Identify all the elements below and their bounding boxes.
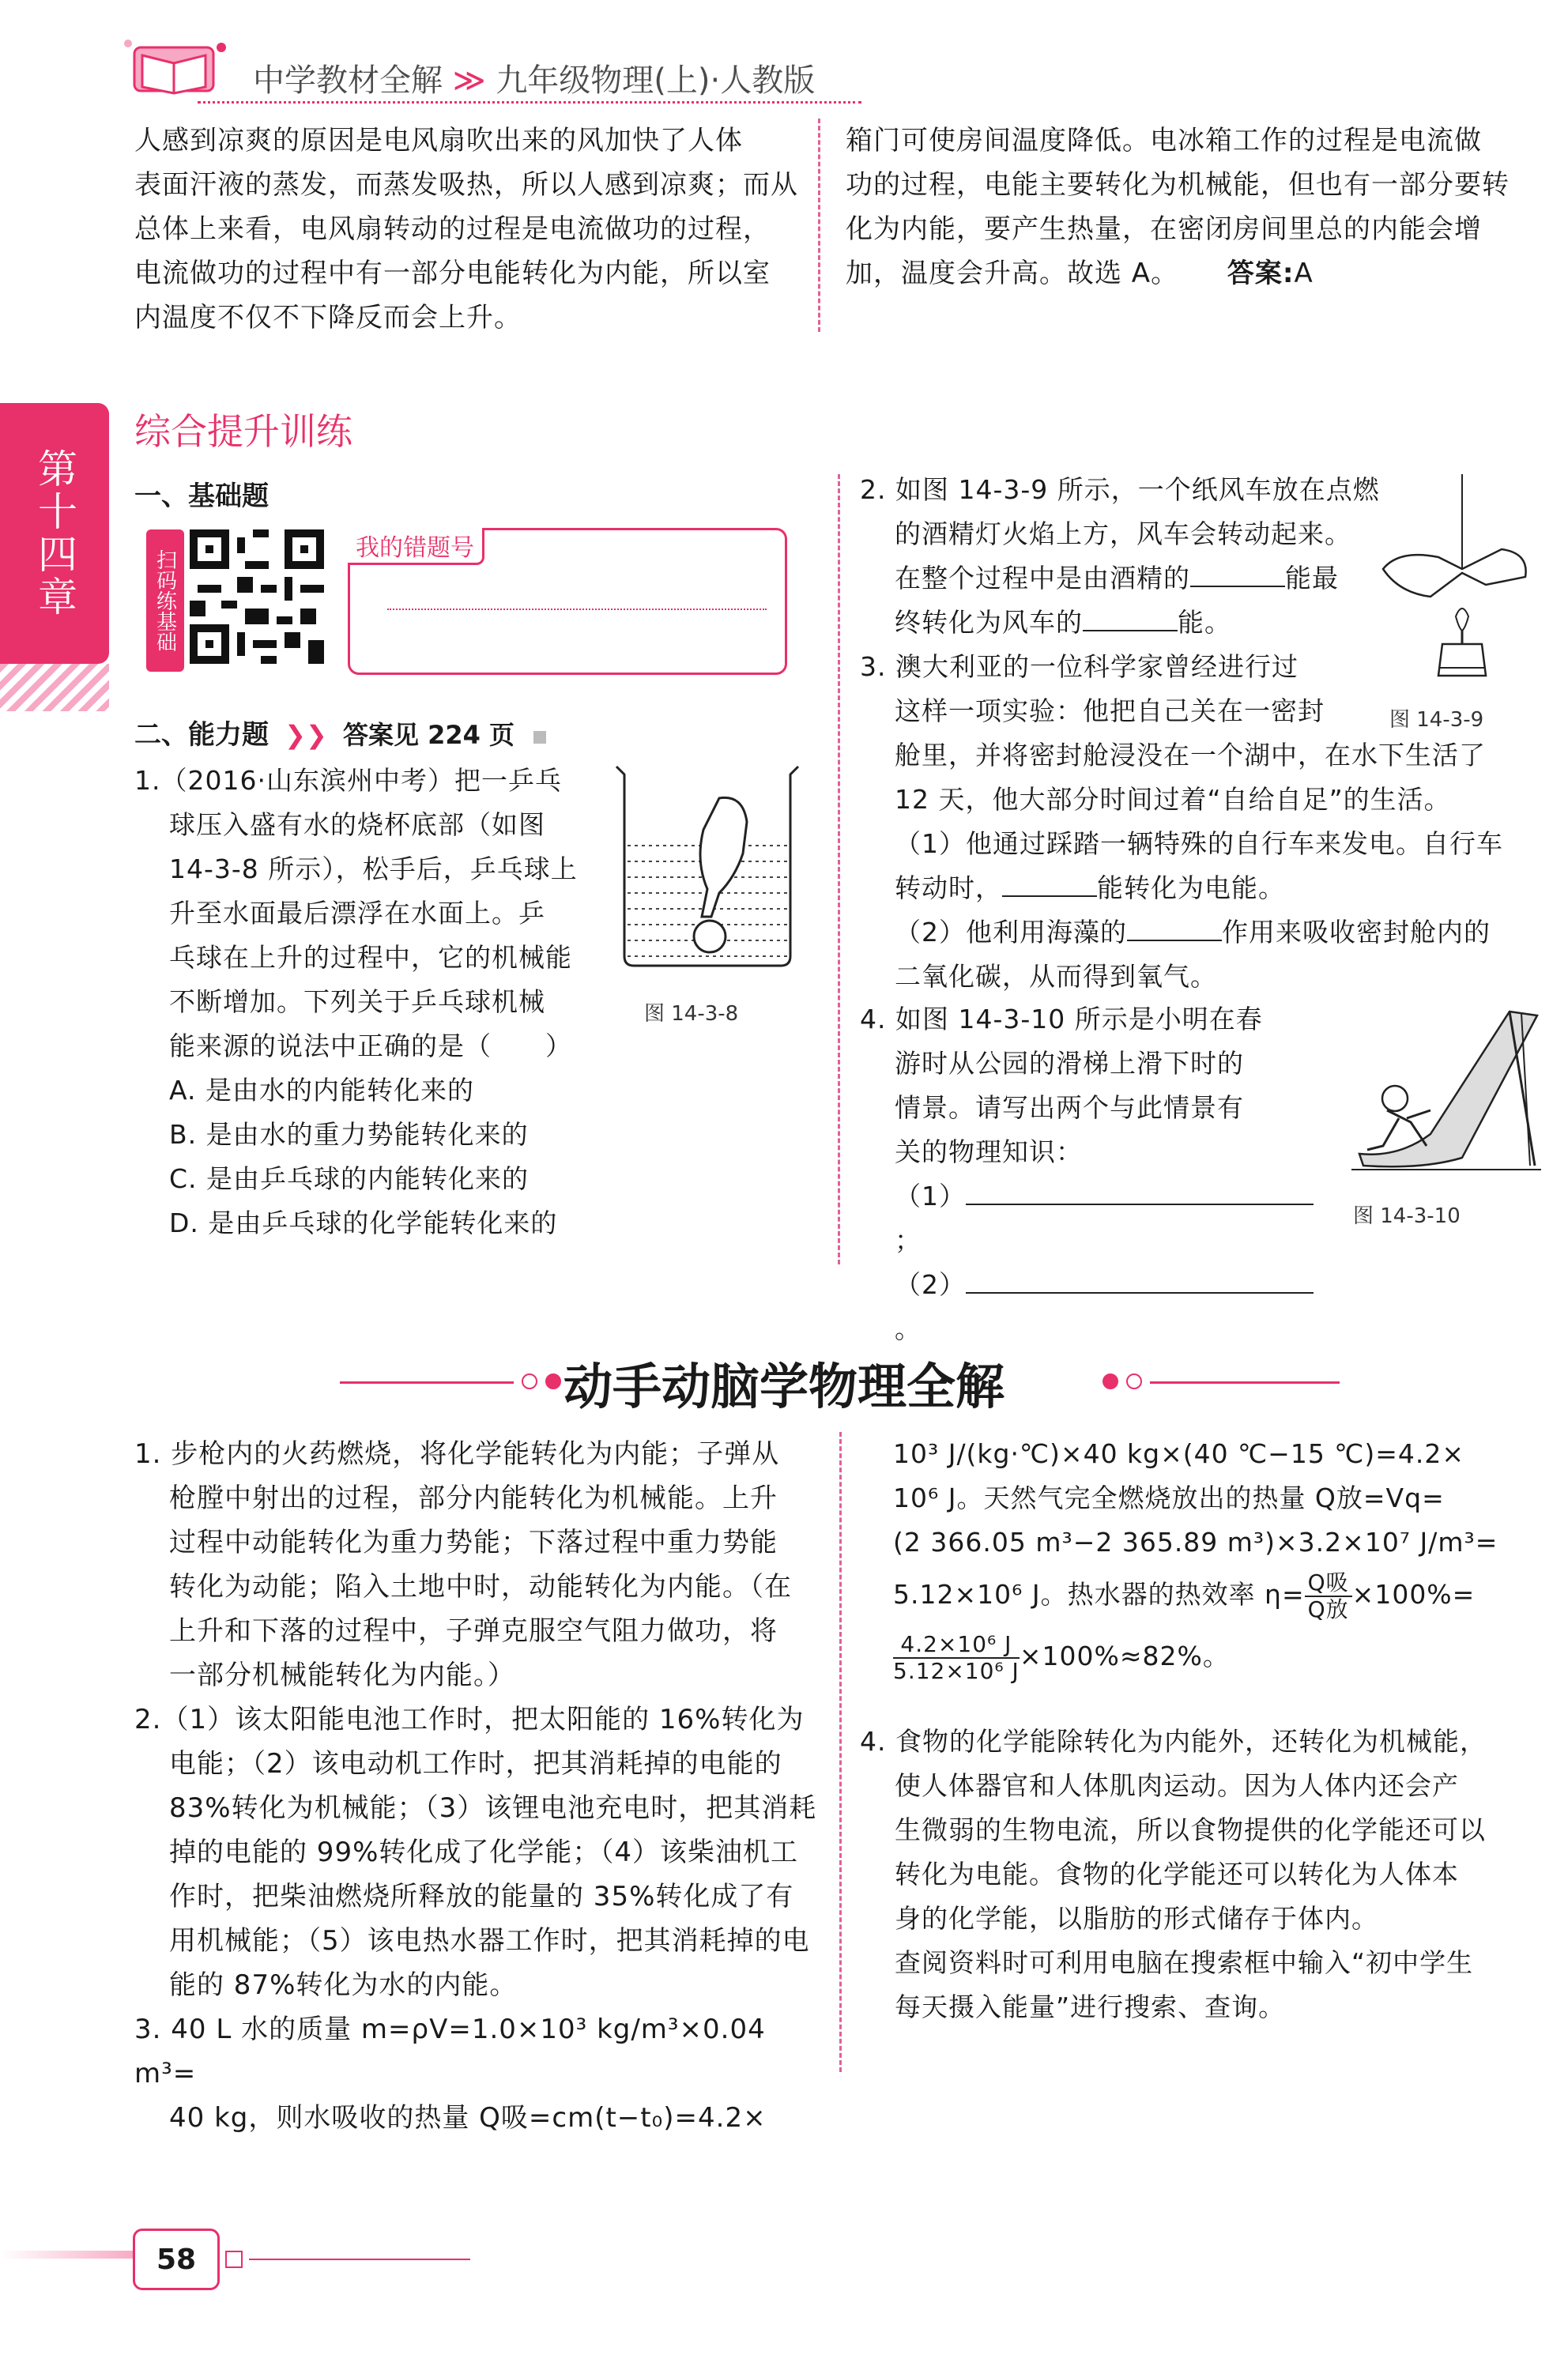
header-book: 中学教材全解 bbox=[253, 62, 443, 99]
solution-line: 生微弱的生物电流，所以食物提供的化学能还可以 bbox=[895, 1814, 1486, 1845]
answer-blank[interactable] bbox=[1127, 916, 1222, 941]
q1-line: 1.（2016·山东滨州中考）把一乒乓 bbox=[134, 765, 562, 796]
q3-line: （2）他利用海藻的 bbox=[895, 917, 1127, 948]
solution-line: 10³ J/(kg·℃)×40 kg×(40 ℃−15 ℃)=4.2× bbox=[893, 1438, 1465, 1469]
q3-line: 能转化为电能。 bbox=[1097, 872, 1285, 903]
column-divider bbox=[838, 474, 840, 1264]
q1-line: 乓球在上升的过程中，它的机械能 bbox=[169, 942, 572, 973]
answer-value: A bbox=[1294, 258, 1314, 289]
section-title: 综合提升训练 bbox=[134, 410, 352, 453]
q2-line: 的酒精灯火焰上方，风车会转动起来。 bbox=[895, 518, 1351, 549]
q1-line: 14-3-8 所示），松手后，乒乓球上 bbox=[169, 853, 578, 884]
q1-option-c[interactable]: C. 是由乒乓球的内能转化来的 bbox=[169, 1163, 530, 1194]
header-logo-icon bbox=[119, 32, 237, 103]
solution-line: 上升和下落的过程中，子弹克服空气阻力做功，将 bbox=[169, 1615, 778, 1647]
q1-line: 能来源的说法中正确的是（ ） bbox=[169, 1031, 572, 1061]
ability-heading: 二、能力题 bbox=[134, 719, 269, 751]
solution-line: 40 kg，则水吸收的热量 Q吸=cm(t−t₀)=4.2× bbox=[169, 2102, 767, 2134]
q4-line: 游时从公园的滑梯上滑下时的 bbox=[895, 1048, 1244, 1079]
answer-blank[interactable] bbox=[966, 1268, 1314, 1294]
q1-line: 升至水面最后漂浮在水面上。乒 bbox=[169, 898, 545, 929]
solution-4 bbox=[860, 1720, 1555, 2029]
solution-line: 枪膛中射出的过程，部分内能转化为机械能。上升 bbox=[169, 1483, 778, 1514]
solutions-left bbox=[134, 1432, 822, 2140]
figure-14-3-8-beaker bbox=[609, 759, 806, 972]
q4-line: 情景。请写出两个与此情景有 bbox=[895, 1092, 1244, 1123]
fraction-denominator: Q放 bbox=[1307, 1596, 1349, 1622]
solution-line: 能的 87%转化为水的内能。 bbox=[169, 1969, 518, 2001]
column-divider bbox=[818, 119, 820, 332]
solution-line: 10⁶ J。天然气完全燃烧放出的热量 Q放=Vq= bbox=[893, 1483, 1445, 1513]
header-arrows: ≫ bbox=[452, 62, 486, 99]
text-line: 电流做功的过程中有一部分电能转化为内能，所以室 bbox=[134, 258, 771, 289]
header-rule bbox=[198, 101, 861, 104]
q3-line: 转动时， bbox=[895, 872, 1002, 903]
text-line: 总体上来看，电风扇转动的过程是电流做功的过程， bbox=[134, 213, 771, 245]
q4-line: 关的物理知识： bbox=[895, 1136, 1083, 1167]
figure-caption: 图 14-3-9 bbox=[1389, 708, 1484, 732]
q3-line: 3. 澳大利亚的一位科学家曾经进行过 bbox=[860, 651, 1298, 682]
square-icon bbox=[533, 731, 546, 744]
solution-line: 转化为电能。食物的化学能还可以转化为人体本 bbox=[895, 1859, 1459, 1890]
q3-line: 二氧化碳，从而得到氧气。 bbox=[895, 961, 1217, 992]
figure-caption: 图 14-3-8 bbox=[644, 1002, 739, 1026]
basic-heading: 一、基础题 bbox=[134, 480, 269, 512]
text-line: 功的过程，电能主要转化为机械能，但也有一部分要转 bbox=[846, 169, 1510, 201]
solution-line: 1. 步枪内的火药燃烧，将化学能转化为内能；子弹从 bbox=[134, 1438, 780, 1470]
chapter-tab-stripes bbox=[0, 664, 109, 711]
top-right-text bbox=[846, 119, 1541, 296]
q1-line: 球压入盛有水的烧杯底部（如图 bbox=[169, 809, 545, 840]
solution-line: 转化为动能；陷入土地中时，动能转化为内能。（在 bbox=[169, 1571, 792, 1603]
q1-line: 不断增加。下列关于乒乓球机械 bbox=[169, 986, 545, 1017]
q4-line: （1） bbox=[895, 1181, 966, 1211]
q3-line: 12 天，他大部分时间过着“自给自足”的生活。 bbox=[895, 784, 1451, 815]
qr-code-icon[interactable] bbox=[190, 529, 324, 664]
answer-label: 答案: bbox=[1227, 258, 1295, 289]
q2-line: 能最 bbox=[1285, 563, 1339, 593]
solution-line: 每天摄入能量”进行搜索、查询。 bbox=[895, 1991, 1286, 2022]
q2-line: 在整个过程中是由酒精的 bbox=[895, 563, 1190, 593]
solution-line: (2 366.05 m³−2 365.89 m³)×3.2×10⁷ J/m³= bbox=[893, 1527, 1498, 1558]
solution-line: ×100%≈82%。 bbox=[1019, 1641, 1230, 1671]
ability-heading-row bbox=[134, 713, 546, 752]
q4-line: 4. 如图 14-3-10 所示是小明在春 bbox=[860, 1004, 1263, 1034]
q1-option-a[interactable]: A. 是由水的内能转化来的 bbox=[169, 1075, 474, 1106]
fraction-denominator: 5.12×10⁶ J bbox=[893, 1657, 1020, 1684]
text-line: 化为内能，要产生热量，在密闭房间里总的内能会增 bbox=[846, 213, 1482, 245]
banner-dot-icon bbox=[1126, 1373, 1142, 1389]
solution-line: 一部分机械能转化为内能。） bbox=[169, 1660, 515, 1691]
solution-line: 用机械能；（5）该电热水器工作时，把其消耗掉的电 bbox=[169, 1925, 810, 1957]
q3-line: 这样一项实验：他把自己关在一密封 bbox=[895, 695, 1325, 726]
top-left-text bbox=[134, 119, 814, 340]
value-fraction bbox=[893, 1632, 1020, 1684]
q2-line: 2. 如图 14-3-9 所示，一个纸风车放在点燃 bbox=[860, 474, 1380, 505]
text-line: 加，温度会升高。故选 A。 bbox=[846, 258, 1179, 289]
banner-title: 动手动脑学物理全解 bbox=[563, 1358, 1004, 1415]
mistake-write-line[interactable] bbox=[387, 609, 767, 610]
q1-option-d[interactable]: D. 是由乒乓球的化学能转化来的 bbox=[169, 1208, 558, 1238]
solution-line: 5.12×10⁶ J。热水器的热效率 η= bbox=[893, 1579, 1305, 1610]
header-title bbox=[253, 55, 815, 100]
q4-line: （2） bbox=[895, 1269, 966, 1300]
q3-line: 作用来吸收密封舱内的 bbox=[1222, 917, 1491, 948]
banner-rule-right bbox=[1150, 1381, 1340, 1384]
solution-line: 过程中动能转化为重力势能；下落过程中重力势能 bbox=[169, 1527, 778, 1558]
footer-square-icon bbox=[225, 2251, 243, 2268]
answer-blank[interactable] bbox=[1002, 872, 1097, 897]
figure-caption: 图 14-3-10 bbox=[1353, 1204, 1461, 1228]
solution-line: 查阅资料时可利用电脑在搜索框中输入“初中学生 bbox=[895, 1947, 1474, 1978]
mistake-label: 我的错题号 bbox=[348, 528, 484, 565]
q4-line: ； bbox=[895, 1225, 922, 1256]
double-arrow-icon: ❯❯ bbox=[285, 720, 327, 750]
efficiency-fraction bbox=[1305, 1570, 1352, 1622]
question-1 bbox=[134, 759, 609, 1245]
figure-14-3-10-slide bbox=[1351, 1000, 1541, 1181]
q2-line: 能。 bbox=[1178, 607, 1231, 638]
column-divider bbox=[839, 1432, 842, 2072]
answer-blank[interactable] bbox=[966, 1180, 1314, 1205]
text-line: 内温度不仅不下降反而会上升。 bbox=[134, 302, 522, 333]
page-number: 58 bbox=[133, 2229, 220, 2290]
text-line: 箱门可使房间温度降低。电冰箱工作的过程是电流做 bbox=[846, 125, 1482, 156]
solution-line: ×100%= bbox=[1351, 1579, 1476, 1610]
solution-line: 83%转化为机械能；（3）该锂电池充电时，把其消耗 bbox=[169, 1792, 817, 1824]
fraction-numerator: Q吸 bbox=[1305, 1570, 1352, 1597]
question-4 bbox=[860, 997, 1334, 1351]
answer-blank[interactable] bbox=[1190, 562, 1285, 587]
q2-line: 终转化为风车的 bbox=[895, 607, 1083, 638]
fraction-numerator: 4.2×10⁶ J bbox=[893, 1632, 1020, 1659]
footer-rule bbox=[249, 2259, 470, 2260]
solutions-right bbox=[893, 1432, 1549, 1688]
qr-label: 扫码练基础 bbox=[146, 529, 184, 672]
solution-line: 作时，把柴油燃烧所释放的能量的 35%转化成了有 bbox=[169, 1881, 794, 1912]
q3-line: 舱里，并将密封舱浸没在一个湖中，在水下生活了 bbox=[895, 740, 1486, 771]
answer-ref: 答案见 224 页 bbox=[342, 720, 515, 750]
solution-line: 3. 40 L 水的质量 m=ρV=1.0×10³ kg/m³×0.04 m³= bbox=[134, 2014, 766, 2089]
text-line: 人感到凉爽的原因是电风扇吹出来的风加快了人体 bbox=[134, 125, 743, 156]
question-2 bbox=[860, 468, 1381, 645]
question-3 bbox=[860, 645, 1547, 999]
solution-line: 掉的电能的 99%转化成了化学能；（4）该柴油机工 bbox=[169, 1837, 799, 1868]
footer-bar bbox=[0, 2251, 138, 2259]
q3-line: （1）他通过踩踏一辆特殊的自行车来发电。自行车 bbox=[895, 828, 1503, 859]
solution-line: 4. 食物的化学能除转化为内能外，还转化为机械能， bbox=[860, 1726, 1487, 1757]
solution-line: 使人体器官和人体肌肉运动。因为人体内还会产 bbox=[895, 1770, 1459, 1801]
q1-option-b[interactable]: B. 是由水的重力势能转化来的 bbox=[169, 1119, 529, 1150]
banner-dot-icon bbox=[1102, 1373, 1118, 1389]
answer-blank[interactable] bbox=[1083, 606, 1178, 631]
chapter-tab: 第十四章 bbox=[0, 403, 109, 664]
solution-line: 身的化学能，以脂肪的形式储存于体内。 bbox=[895, 1903, 1378, 1934]
solution-line: 电能；（2）该电动机工作时，把其消耗掉的电能的 bbox=[169, 1748, 782, 1780]
header-grade: 九年级物理(上)·人教版 bbox=[496, 62, 816, 99]
text-line: 表面汗液的蒸发，而蒸发吸热，所以人感到凉爽；而从 bbox=[134, 169, 798, 201]
solution-line: 2.（1）该太阳能电池工作时，把太阳能的 16%转化为 bbox=[134, 1704, 805, 1735]
q4-line: 。 bbox=[895, 1313, 922, 1344]
